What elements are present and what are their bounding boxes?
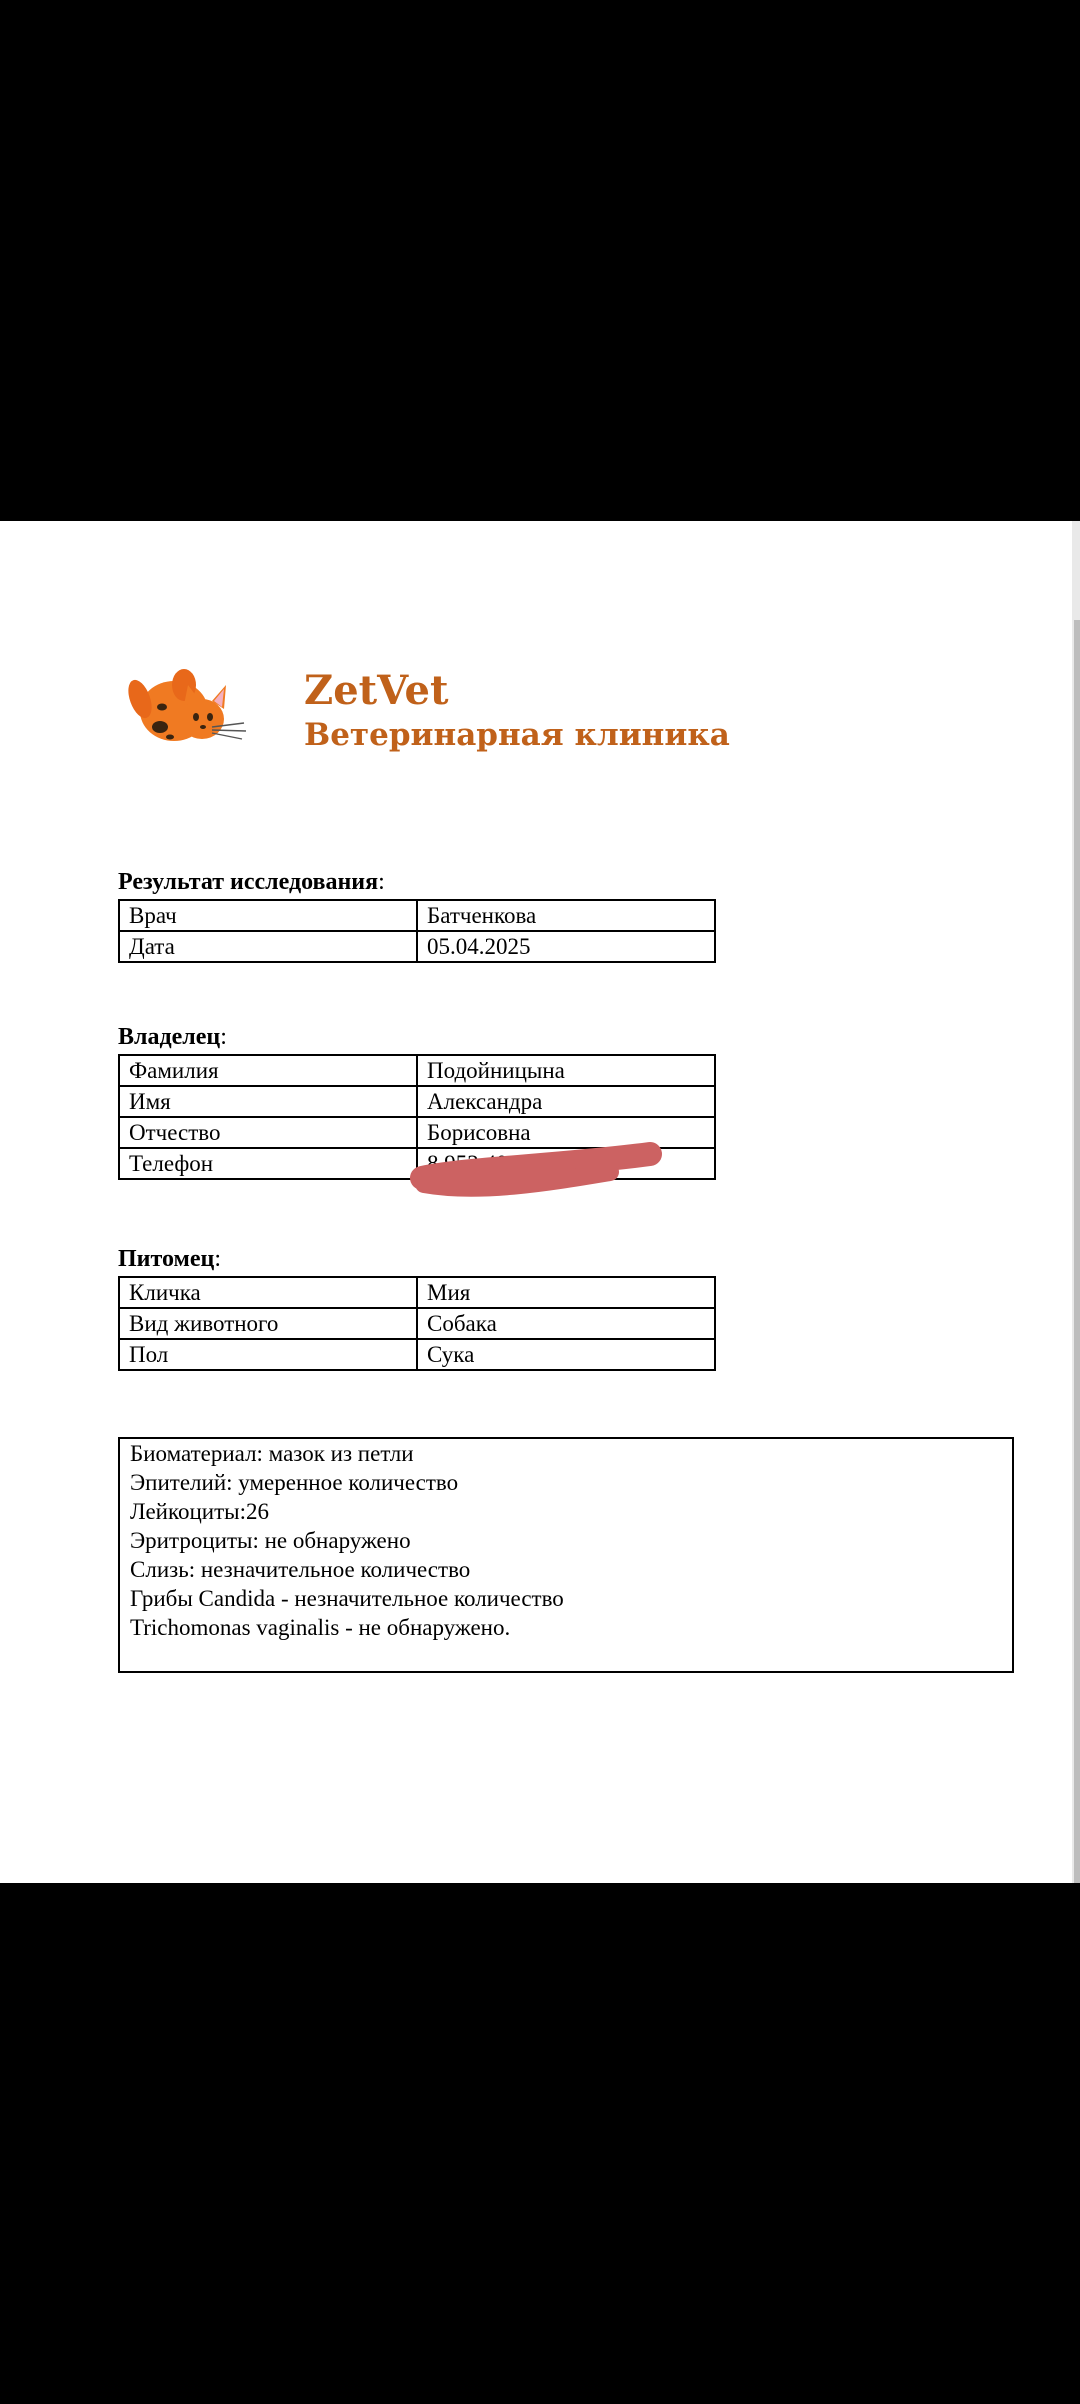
document-page	[0, 521, 1072, 1883]
owner-firstname-value: Александра	[417, 1086, 715, 1117]
pet-name-label: Кличка	[119, 1277, 417, 1308]
study-heading-colon: :	[378, 869, 385, 895]
owner-heading	[118, 1024, 227, 1051]
page-edge-shadow	[1074, 620, 1080, 1883]
result-line-biomaterial: Биоматериал: мазок из петли	[130, 1441, 414, 1466]
owner-patronymic-value: Борисовна	[417, 1117, 715, 1148]
clinic-name: ZetVet	[304, 667, 449, 714]
result-line-mucus: Слизь: незначительное количество	[130, 1557, 471, 1582]
table-row	[119, 1339, 715, 1370]
pet-name-value: Мия	[417, 1277, 715, 1308]
result-line-candida: Грибы Candida - незначительное количество	[130, 1586, 564, 1611]
results-box	[118, 1437, 1014, 1673]
table-row	[119, 1308, 715, 1339]
result-line-epithelium: Эпителий: умеренное количество	[130, 1470, 459, 1495]
owner-heading-colon: :	[220, 1024, 227, 1050]
owner-heading-text: Владелец	[118, 1024, 221, 1050]
study-heading	[118, 869, 385, 896]
pet-table	[118, 1276, 716, 1371]
result-line-trichomonas: Trichomonas vaginalis - не обнаружено.	[130, 1615, 511, 1640]
study-heading-text: Результат исследования	[118, 869, 379, 895]
table-row	[119, 1055, 715, 1086]
owner-surname-label: Фамилия	[119, 1055, 417, 1086]
result-line-erythrocytes: Эритроциты: не обнаружено	[130, 1528, 411, 1553]
study-doctor-label: Врач	[119, 900, 417, 931]
pet-species-value: Собака	[417, 1308, 715, 1339]
redaction-scribble	[410, 1138, 670, 1198]
table-row	[119, 1086, 715, 1117]
study-doctor-value: Батченкова	[417, 900, 715, 931]
table-row	[119, 1277, 715, 1308]
result-line-leukocytes: Лейкоциты:26	[130, 1499, 269, 1524]
pet-sex-label: Пол	[119, 1339, 417, 1370]
table-row	[119, 931, 715, 962]
owner-patronymic-label: Отчество	[119, 1117, 417, 1148]
owner-phone-label: Телефон	[119, 1148, 417, 1179]
clinic-subtitle: Ветеринарная клиника	[304, 717, 730, 753]
study-table	[118, 899, 716, 963]
pet-heading-text: Питомец	[118, 1246, 215, 1272]
owner-surname-value: Подойницына	[417, 1055, 715, 1086]
study-date-value: 05.04.2025	[417, 931, 715, 962]
pet-sex-value: Сука	[417, 1339, 715, 1370]
study-date-label: Дата	[119, 931, 417, 962]
pet-species-label: Вид животного	[119, 1308, 417, 1339]
pet-heading-colon: :	[214, 1246, 222, 1272]
table-row	[119, 900, 715, 931]
pet-heading	[118, 1246, 221, 1273]
dog-cat-logo-icon	[126, 667, 256, 759]
owner-firstname-label: Имя	[119, 1086, 417, 1117]
owner-phone-text: 8 952 40 17	[427, 1151, 537, 1176]
